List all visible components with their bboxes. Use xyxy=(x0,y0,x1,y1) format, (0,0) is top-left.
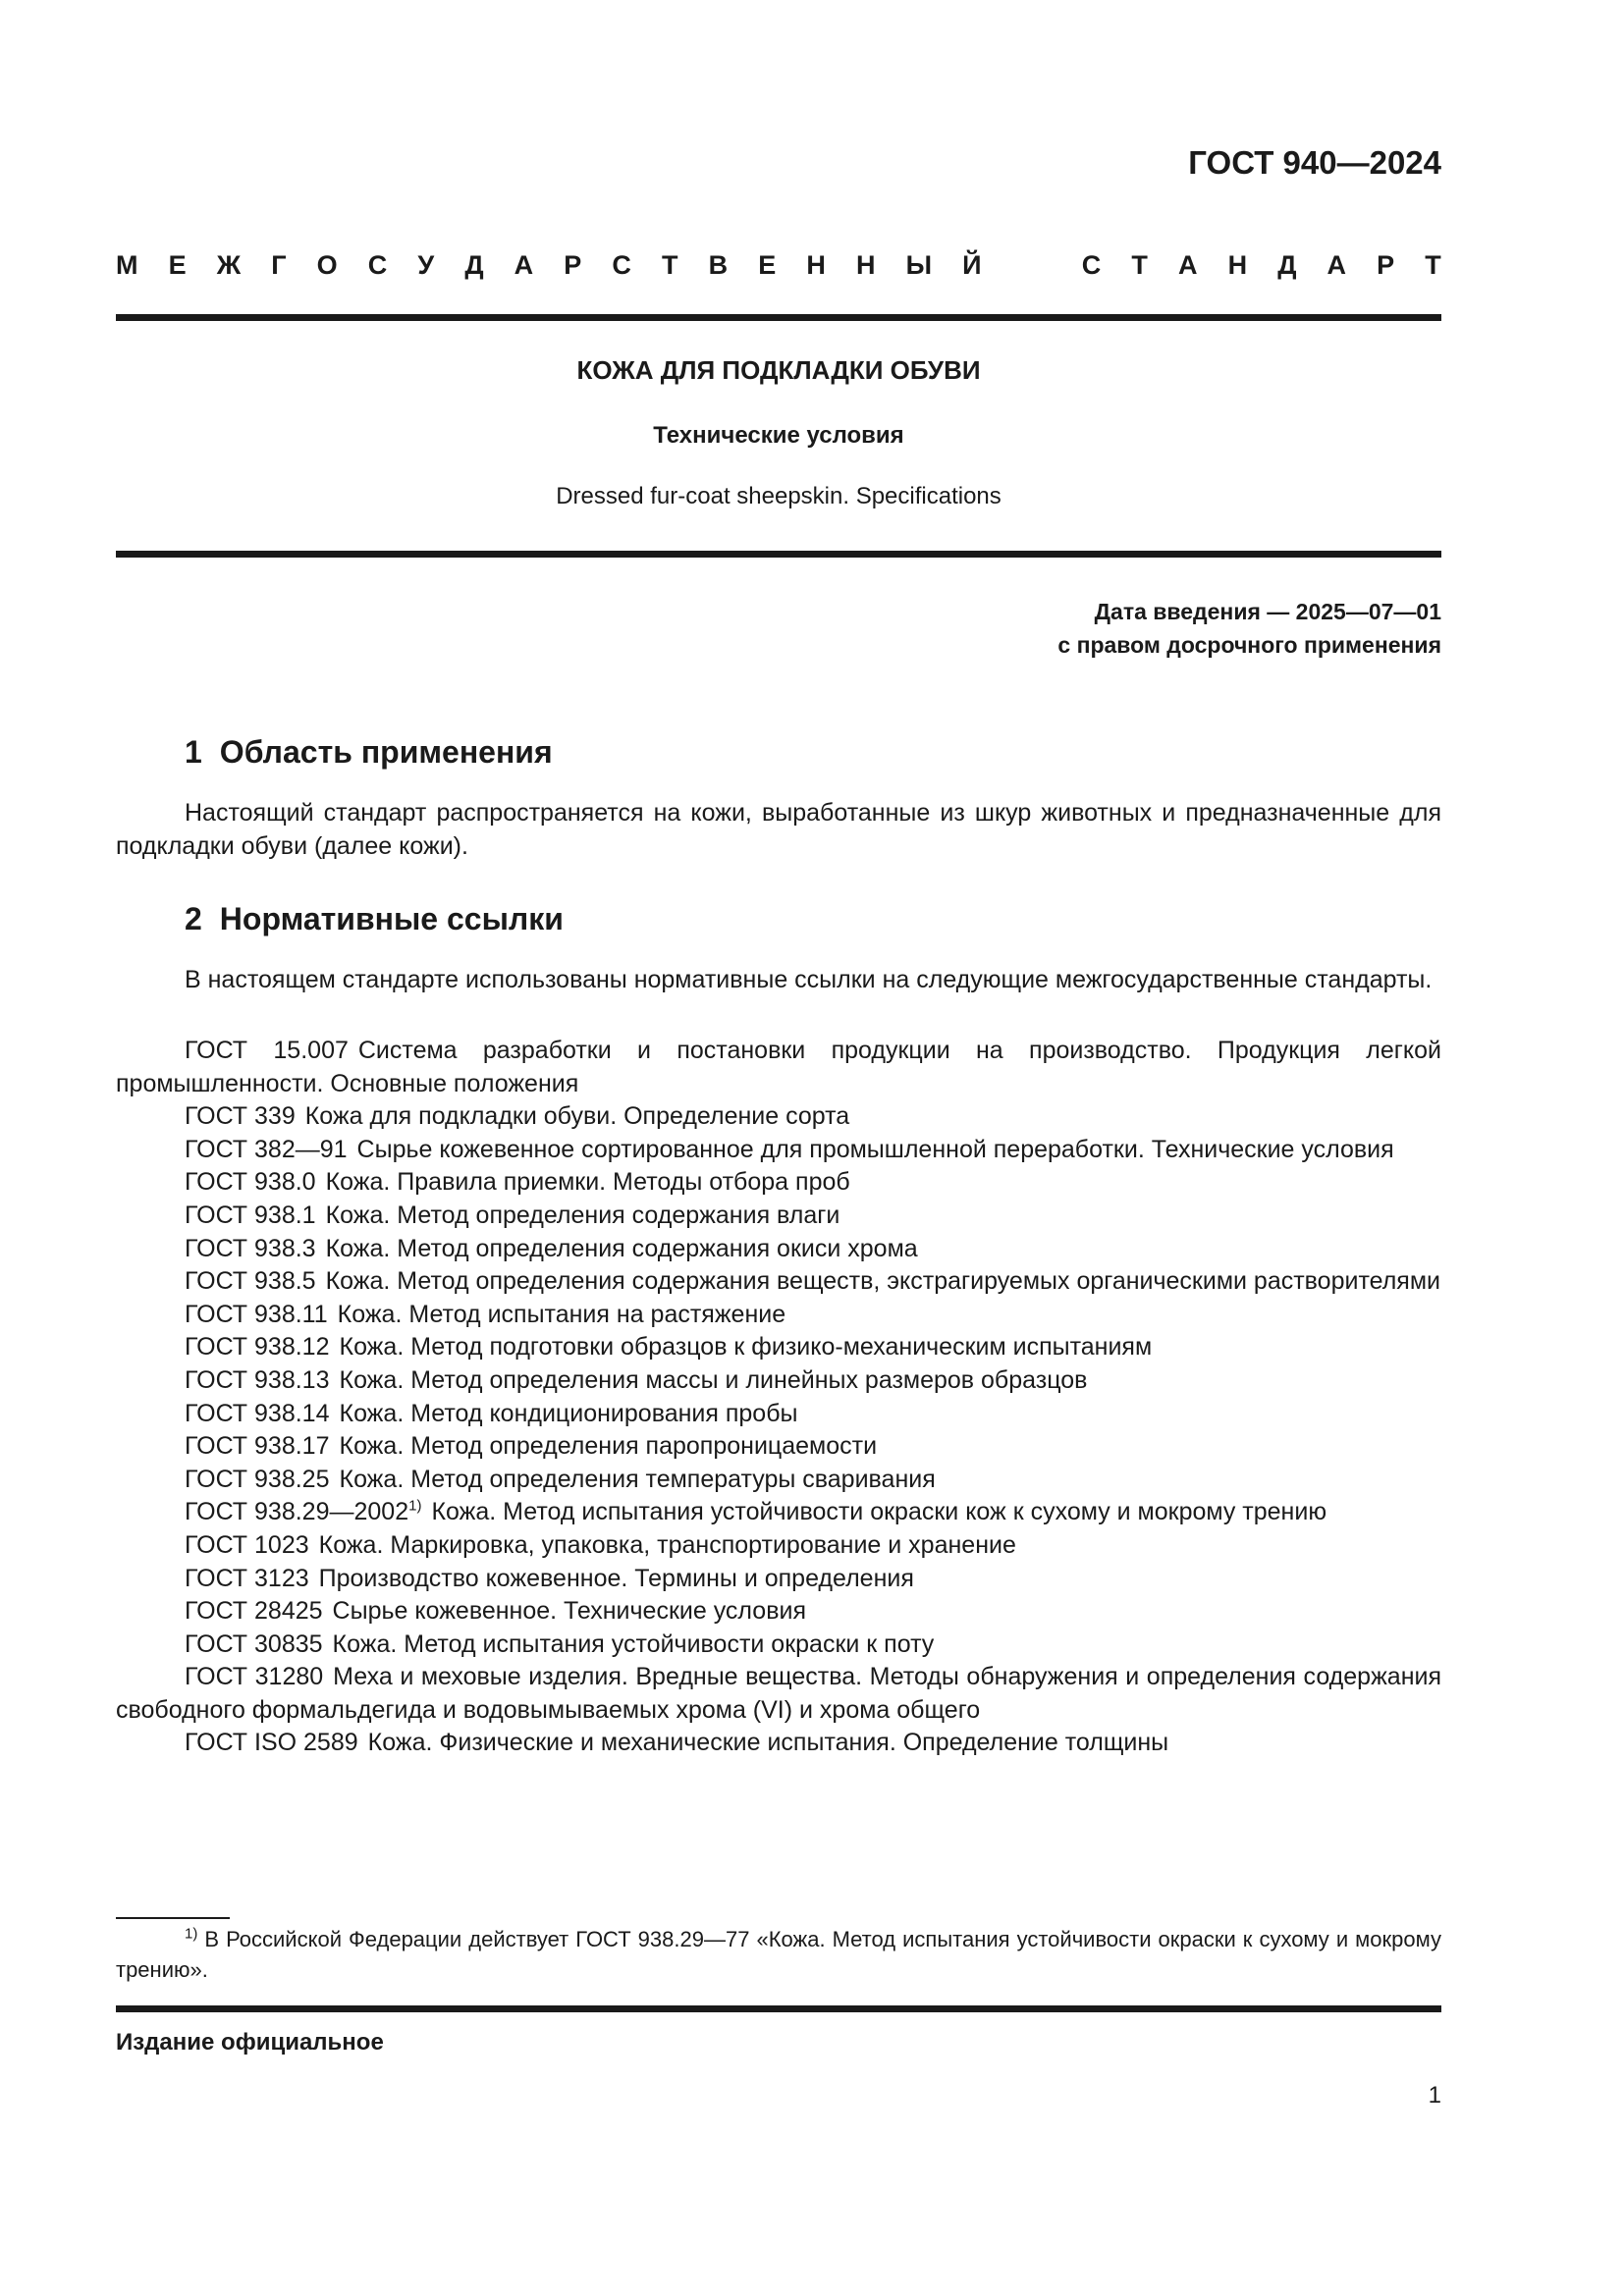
reference-item xyxy=(116,1496,1441,1529)
reference-code: ГОСТ 938.14 xyxy=(185,1399,330,1427)
reference-title: Кожа. Метод испытания устойчивости окраски кож к сухому и мокрому трению xyxy=(431,1498,1327,1526)
reference-code: ГОСТ 938.1 xyxy=(185,1201,316,1229)
reference-item xyxy=(116,1629,1441,1662)
paragraph: В настоящем стандарте использованы нормативные ссылки на следующие межгосударственные стандарты. xyxy=(185,966,1433,993)
reference-title: Кожа. Метод определения содержания окиси хрома xyxy=(325,1234,918,1262)
section-number: 1 xyxy=(185,734,202,770)
reference-item xyxy=(116,1100,1441,1134)
reference-item xyxy=(116,1233,1441,1266)
reference-code: ГОСТ 3123 xyxy=(185,1564,309,1592)
banner-letter: О xyxy=(316,250,338,280)
reference-title: Кожа. Метод испытания на растяжение xyxy=(337,1300,786,1328)
banner-letter: С xyxy=(612,250,631,280)
interstate-standard-banner xyxy=(116,250,1441,281)
reference-code: ГОСТ 15.007 xyxy=(185,1037,349,1064)
banner-letter: Д xyxy=(1277,250,1297,280)
reference-title: Кожа для подкладки обуви. Определение сорта xyxy=(304,1102,850,1131)
banner-letter: Р xyxy=(564,250,582,280)
reference-code: ГОСТ 938.0 xyxy=(185,1168,316,1197)
document-title: КОЖА ДЛЯ ПОДКЛАДКИ ОБУВИ xyxy=(576,355,981,385)
banner-letter: В xyxy=(708,250,729,280)
reference-code: ГОСТ 382—91 xyxy=(185,1135,348,1163)
reference-title: Меха и меховые изделия. Вредные вещества. Методы обнаружения и определения содержания свободного формальдегида и водовымываемых хрома (VI) и хрома общего xyxy=(116,1663,1441,1724)
standard-number: ГОСТ 940—2024 xyxy=(1188,144,1441,181)
reference-item xyxy=(116,1430,1441,1464)
banner-letter: Н xyxy=(806,250,826,280)
reference-code: ГОСТ 938.17 xyxy=(185,1432,330,1461)
official-edition-label: Издание официальное xyxy=(116,2029,384,2056)
banner-letter xyxy=(1012,250,1052,281)
reference-title: Сырье кожевенное сортированное для промышленной переработки. Технические условия xyxy=(356,1135,1394,1163)
reference-item xyxy=(116,1464,1441,1497)
banner-letter: Т xyxy=(1425,250,1441,280)
reference-item xyxy=(116,1398,1441,1431)
banner-letter: С xyxy=(1081,250,1102,280)
reference-title: Кожа. Правила приемки. Методы отбора проб xyxy=(325,1168,850,1197)
reference-title: Сырье кожевенное. Технические условия xyxy=(332,1597,806,1626)
reference-code: ГОСТ 938.13 xyxy=(185,1365,330,1394)
section-1-body xyxy=(116,797,1441,863)
footnote-marker: 1) xyxy=(185,1925,198,1943)
reference-code: ГОСТ 1023 xyxy=(185,1530,309,1559)
reference-item xyxy=(116,1563,1441,1596)
reference-title: Кожа. Метод определения содержания влаги xyxy=(325,1201,840,1229)
section-1-heading xyxy=(185,734,553,771)
banner-letter: М xyxy=(116,250,138,280)
reference-title: Кожа. Метод кондиционирования пробы xyxy=(339,1399,798,1427)
section-2-heading xyxy=(185,901,564,937)
banner-letter: Р xyxy=(1377,250,1395,280)
banner-letter: Е xyxy=(168,250,187,280)
reference-code: ГОСТ 30835 xyxy=(185,1629,323,1658)
title-rule xyxy=(116,551,1441,558)
reference-item xyxy=(116,1299,1441,1332)
document-subtitle: Технические условия xyxy=(653,422,904,449)
reference-code: ГОСТ 938.25 xyxy=(185,1465,330,1493)
reference-title: Кожа. Метод определения температуры сваривания xyxy=(339,1465,936,1493)
reference-item xyxy=(116,1727,1441,1760)
normative-references-list xyxy=(116,1035,1441,1760)
banner-letter: Ж xyxy=(216,250,242,280)
english-title: Dressed fur-coat sheepskin. Specifications xyxy=(556,483,1001,509)
early-application-note: с правом досрочного применения xyxy=(1057,632,1441,658)
banner-letter: Н xyxy=(1227,250,1248,280)
banner-letter: У xyxy=(417,250,435,280)
footnote xyxy=(116,1924,1441,1985)
section-2-intro xyxy=(116,964,1441,997)
banner-letter: А xyxy=(1326,250,1347,280)
reference-code: ГОСТ 938.12 xyxy=(185,1333,330,1362)
reference-item xyxy=(116,1661,1441,1727)
banner-letter: А xyxy=(1177,250,1198,280)
footnote-ref-marker: 1) xyxy=(408,1497,422,1515)
reference-code: ГОСТ 31280 xyxy=(185,1663,324,1691)
reference-title: Кожа. Маркировка, упаковка, транспортирование и хранение xyxy=(318,1530,1016,1559)
reference-item xyxy=(116,1529,1441,1563)
reference-code: ГОСТ 938.11 xyxy=(185,1300,328,1328)
reference-title: Кожа. Метод определения паропроницаемости xyxy=(339,1432,878,1461)
reference-item xyxy=(116,1595,1441,1629)
reference-code: ГОСТ 938.29—2002 xyxy=(185,1498,409,1526)
banner-letter: Ы xyxy=(905,250,933,280)
reference-item xyxy=(116,1265,1441,1299)
reference-title: Кожа. Метод определения содержания веществ, экстрагируемых органическими растворителями xyxy=(325,1267,1440,1296)
reference-title: Кожа. Метод испытания устойчивости окраски к поту xyxy=(332,1629,935,1658)
reference-code: ГОСТ ISO 2589 xyxy=(185,1729,358,1757)
banner-letter: Т xyxy=(1131,250,1148,280)
reference-title: Кожа. Метод определения массы и линейных размеров образцов xyxy=(339,1365,1088,1394)
banner-letter: Е xyxy=(758,250,777,280)
footnote-text: В Российской Федерации действует ГОСТ 938.29—77 «Кожа. Метод испытания устойчивости окраски к сухому и мокрому трению». xyxy=(116,1927,1441,1982)
banner-letter: Т xyxy=(662,250,678,280)
banner-letter: Й xyxy=(962,250,982,280)
intro-date: Дата введения — 2025—07—01 xyxy=(1094,599,1441,624)
footer-rule xyxy=(116,2005,1441,2012)
reference-item xyxy=(116,1331,1441,1364)
page-number: 1 xyxy=(1428,2082,1441,2109)
reference-item xyxy=(116,1166,1441,1200)
reference-code: ГОСТ 339 xyxy=(185,1102,296,1131)
banner-letter: А xyxy=(514,250,534,280)
reference-title: Система разработки и постановки продукции на производство. Продукция легкой промышленности. Основные положения xyxy=(116,1037,1441,1097)
intro-date-block xyxy=(1057,595,1441,662)
banner-letter: Н xyxy=(855,250,876,280)
section-number: 2 xyxy=(185,901,202,936)
reference-item xyxy=(116,1200,1441,1233)
banner-letter: Д xyxy=(464,250,484,280)
paragraph: Настоящий стандарт распространяется на кожи, выработанные из шкур животных и предназначенные для подкладки обуви (далее кожи). xyxy=(116,799,1441,860)
banner-letter: С xyxy=(367,250,388,280)
reference-title: Производство кожевенное. Термины и определения xyxy=(318,1564,914,1592)
reference-code: ГОСТ 938.5 xyxy=(185,1267,316,1296)
section-title: Область применения xyxy=(219,734,553,770)
reference-item xyxy=(116,1134,1441,1167)
footnote-separator xyxy=(116,1917,230,1919)
reference-title: Кожа. Метод подготовки образцов к физико-механическим испытаниям xyxy=(339,1333,1153,1362)
header-rule xyxy=(116,314,1441,321)
reference-item xyxy=(116,1035,1441,1100)
reference-title: Кожа. Физические и механические испытания. Определение толщины xyxy=(367,1729,1169,1757)
reference-code: ГОСТ 938.3 xyxy=(185,1234,316,1262)
reference-code: ГОСТ 28425 xyxy=(185,1597,323,1626)
banner-letter: Г xyxy=(271,250,287,280)
section-title: Нормативные ссылки xyxy=(219,901,564,936)
reference-item xyxy=(116,1364,1441,1398)
